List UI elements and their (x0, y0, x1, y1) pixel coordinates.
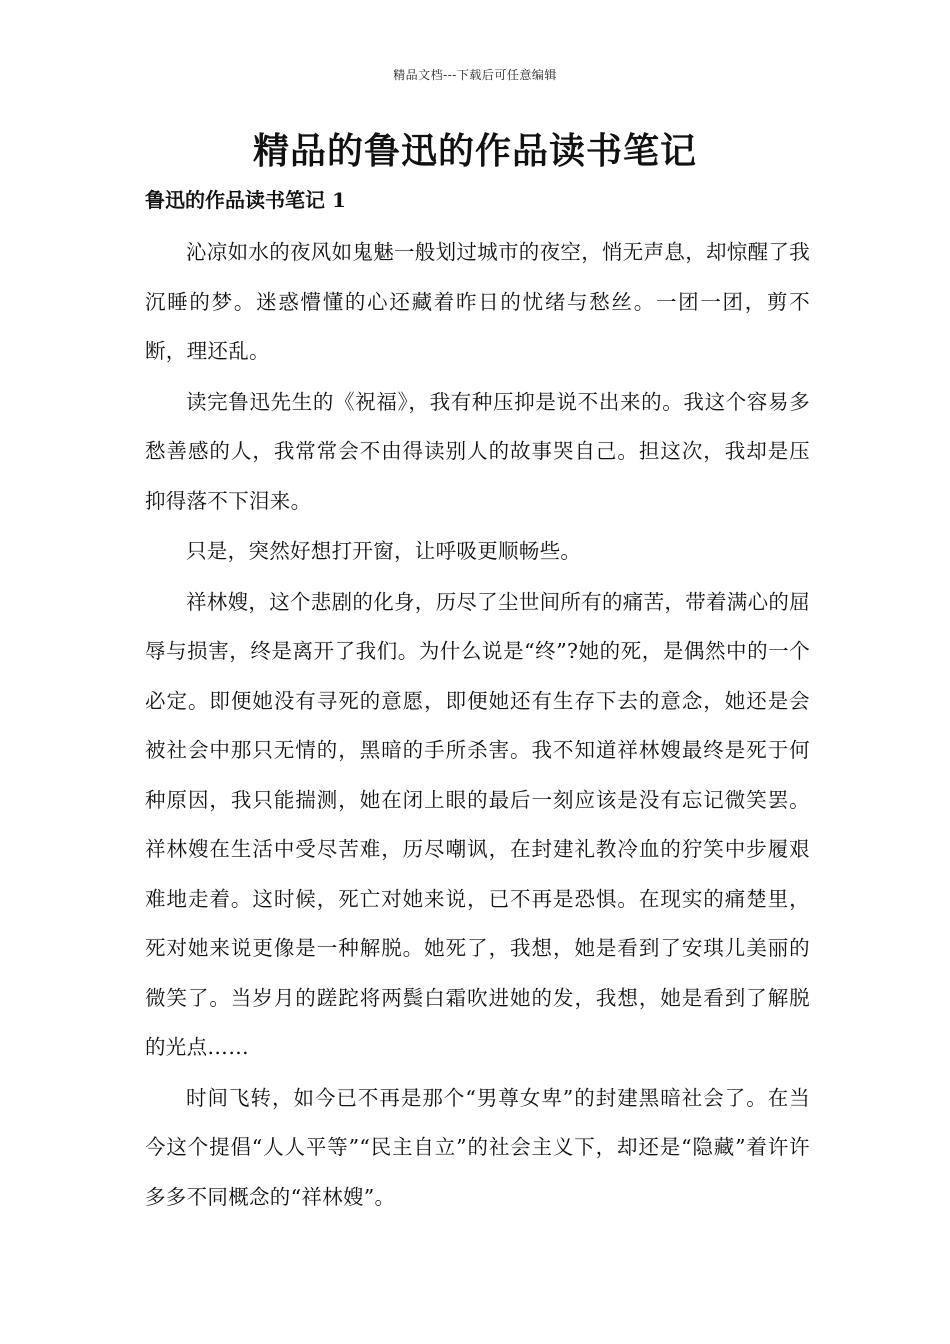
page-header: 精品文档---下载后可任意编辑 (393, 68, 557, 82)
paragraph: 祥林嫂，这个悲剧的化身，历尽了尘世间所有的痛苦，带着满心的屈辱与损害，终是离开了我们。为什么说是“终”?她的死，是偶然中的一个必定。即便她没有寻死的意愿，即便她还有生存下去的意念，她还是会被社会中那只无情的，黑暗的手所杀害。我不知道祥林嫂最终是死于何种原因，我只能揣测，她在闭上眼的最后一刻应该是没有忘记微笑罢。祥林嫂在生活中受尽苦难，历尽嘲讽，在封建礼教冷血的狞笑中步履艰难地走着。这时候，死亡对她来说，已不再是恐惧。在现实的痛楚里，死对她来说更像是一种解脱。她死了，我想，她是看到了安琪儿美丽的微笑了。当岁月的蹉跎将两鬓白霜吹进她的发，我想，她是看到了解脱的光点…… (145, 589, 810, 1059)
section-heading: 鲁迅的作品读书笔记 1 (145, 188, 346, 212)
paragraph: 时间飞转，如今已不再是那个“男尊女卑”的封建黑暗社会了。在当今这个提倡“人人平等”“民主自立”的社会主义下，却还是“隐藏”着许许多多不同概念的“祥林嫂”。 (145, 1085, 810, 1209)
paragraph: 只是，突然好想打开窗，让呼吸更顺畅些。 (186, 539, 582, 563)
document-body (145, 228, 810, 1223)
paragraph: 读完鲁迅先生的《祝福》，我有种压抑是说不出来的。我这个容易多愁善感的人，我常常会不由得读别人的故事哭自己。担这次，我却是压抑得落不下泪来。 (145, 389, 810, 513)
document-title: 精品的鲁迅的作品读书笔记 (252, 131, 697, 172)
paragraph: 沁凉如水的夜风如鬼魅一般划过城市的夜空，悄无声息，却惊醒了我沉睡的梦。迷惑懵懂的心还藏着昨日的忧绪与愁丝。一团一团，剪不断，理还乱。 (145, 240, 810, 363)
